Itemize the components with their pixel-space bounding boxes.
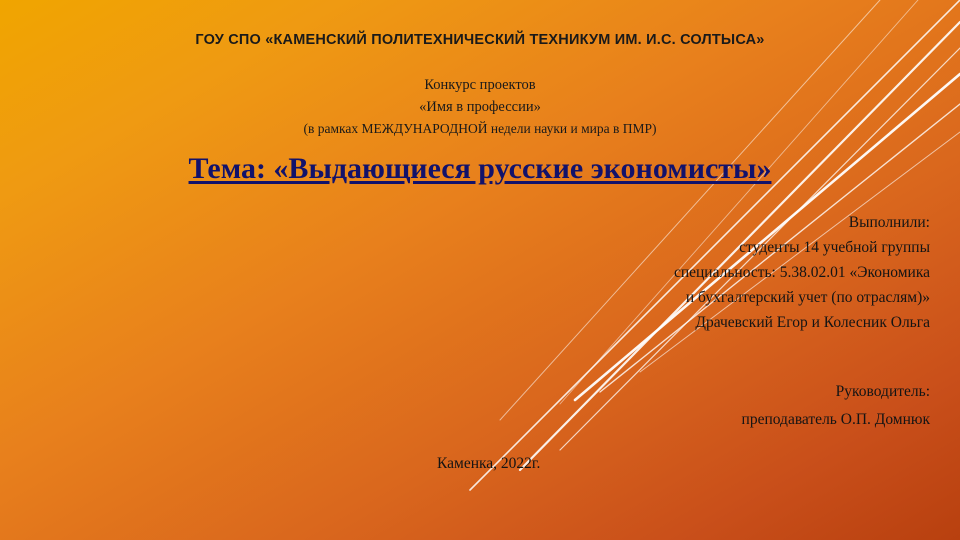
- organization-title: ГОУ СПО «КАМЕНСКИЙ ПОЛИТЕХНИЧЕСКИЙ ТЕХНИКУМ ИМ. И.С. СОЛТЫСА»: [195, 32, 765, 48]
- authors-line-2: специальность: 5.38.02.01 «Экономика: [673, 264, 930, 281]
- place-and-year: Каменка, 2022г.: [437, 455, 541, 472]
- authors-block: [410, 210, 930, 335]
- authors-label: Выполнили:: [848, 214, 930, 231]
- contest-block: [0, 74, 960, 140]
- slide-theme-title: Тема: «Выдающиеся русские экономисты»: [188, 152, 772, 185]
- contest-line-1: Конкурс проектов: [424, 77, 536, 93]
- supervisor-block: [410, 378, 930, 434]
- supervisor-name: преподаватель О.П. Домнюк: [741, 411, 930, 428]
- authors-line-3: и бухгалтерский учет (по отраслям)»: [685, 289, 930, 306]
- supervisor-label: Руководитель:: [835, 383, 930, 400]
- authors-line-1: студенты 14 учебной группы: [739, 239, 930, 256]
- authors-line-4: Драчевский Егор и Колесник Ольга: [695, 314, 930, 331]
- contest-line-2: «Имя в профессии»: [419, 99, 541, 115]
- contest-line-3: (в рамках МЕЖДУНАРОДНОЙ недели науки и мира в ПМР): [303, 121, 657, 136]
